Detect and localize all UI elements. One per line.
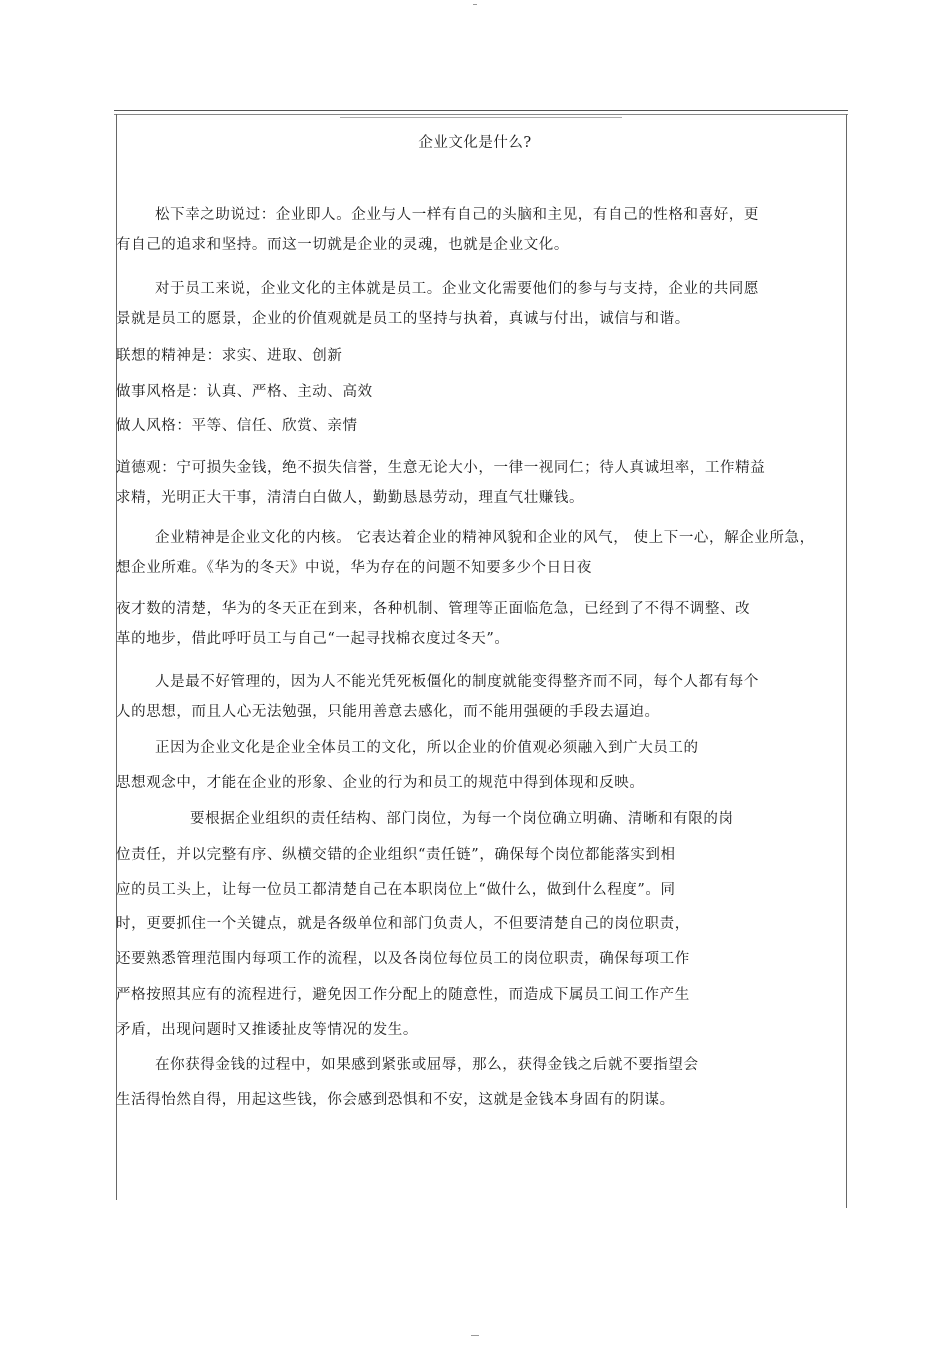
body-line: 做人风格：平等、信任、欣赏、亲情 [116, 418, 358, 434]
body-line: 联想的精神是：求实、进取、创新 [116, 348, 343, 364]
body-line: 有自己的追求和坚持。而这一切就是企业的灵魂，也就是企业文化。 [116, 237, 569, 253]
body-line: 对于员工来说，企业文化的主体就是员工。企业文化需要他们的参与与支持，企业的共同愿 [155, 281, 759, 297]
body-line: 革的地步，借此呼吁员工与自己“一起寻找棉衣度过冬天”。 [116, 631, 510, 647]
box-top-border [114, 114, 848, 115]
body-line: 在你获得金钱的过程中，如果感到紧张或屈辱，那么，获得金钱之后就不要指望会 [155, 1057, 699, 1073]
body-line: 时，更要抓住一个关键点，就是各级单位和部门负责人，不但要清楚自己的岗位职责， [116, 916, 690, 932]
body-line: 生活得怡然自得，用起这些钱，你会感到恐惧和不安，这就是金钱本身固有的阴谋。 [116, 1092, 675, 1108]
body-line: 企业精神是企业文化的内核。 它表达着企业的精神风貌和企业的风气， 使上下一心，解企业所急， [155, 530, 815, 546]
body-line: 要根据企业组织的责任结构、部门岗位，为每一个岗位确立明确、清晰和有限的岗 [190, 811, 734, 827]
body-line: 矛盾，出现问题时又推诿扯皮等情况的发生。 [116, 1022, 418, 1038]
body-line: 应的员工头上，让每一位员工都清楚自己在本职岗位上“做什么，做到什么程度”。同 [116, 882, 676, 898]
footer-mark [471, 1335, 479, 1336]
box-right-border [846, 114, 847, 1208]
body-line: 还要熟悉管理范围内每项工作的流程，以及各岗位每位员工的岗位职责，确保每项工作 [116, 951, 690, 967]
header-mark [473, 4, 477, 5]
body-line: 夜才数的清楚，华为的冬天正在到来，各种机制、管理等正面临危急，已经到了不得不调整、改 [116, 601, 751, 617]
header-rule [114, 110, 848, 111]
body-line: 松下幸之助说过：企业即人。企业与人一样有自己的头脑和主见，有自己的性格和喜好，更 [155, 207, 759, 223]
body-line: 道德观：宁可损失金钱，绝不损失信誉，生意无论大小，一律一视同仁；待人真诚坦率，工作精益 [116, 460, 766, 476]
body-line: 做事风格是：认真、严格、主动、高效 [116, 384, 373, 400]
body-line: 景就是员工的愿景，企业的价值观就是员工的坚持与执着，真诚与付出，诚信与和谐。 [116, 311, 690, 327]
body-line: 人的思想，而且人心无法勉强，只能用善意去感化，而不能用强硬的手段去逼迫。 [116, 704, 660, 720]
body-line: 严格按照其应有的流程进行，避免因工作分配上的随意性，而造成下属员工间工作产生 [116, 987, 690, 1003]
body-line: 正因为企业文化是企业全体员工的文化，所以企业的价值观必须融入到广大员工的 [155, 740, 699, 756]
body-line: 位责任，并以完整有序、纵横交错的企业组织“责任链”，确保每个岗位都能落实到相 [116, 847, 676, 863]
body-line: 人是最不好管理的，因为人不能光凭死板僵化的制度就能变得整齐而不同，每个人都有每个 [155, 674, 759, 690]
body-line: 想企业所难。《华为的冬天》中说，华为存在的问题不知要多少个日日夜 [116, 560, 592, 576]
body-line: 求精，光明正大干事，清清白白做人，勤勤恳恳劳动，理直气壮赚钱。 [116, 490, 585, 506]
document-title: 企业文化是什么? [418, 135, 532, 151]
header-underline [340, 117, 622, 118]
body-line: 思想观念中，才能在企业的形象、企业的行为和员工的规范中得到体现和反映。 [116, 775, 645, 791]
